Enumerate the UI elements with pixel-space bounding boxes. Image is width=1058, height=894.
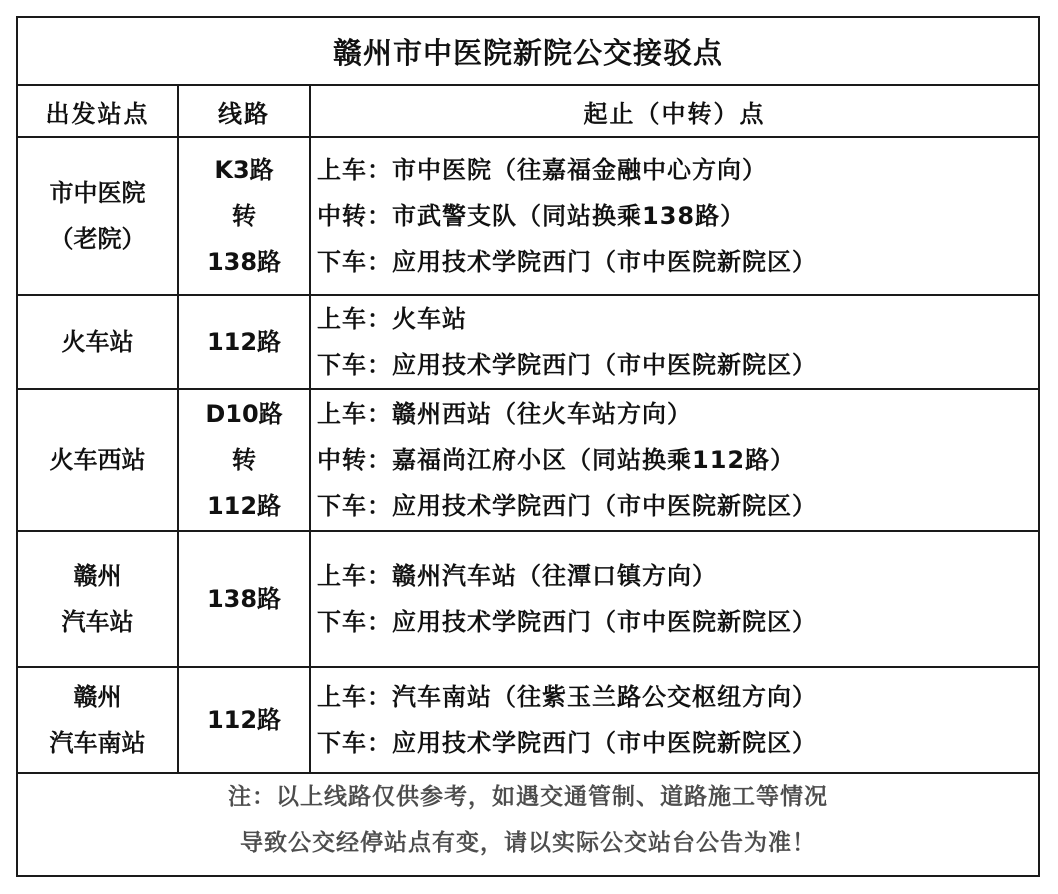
origin-cell bbox=[18, 531, 178, 667]
table-row bbox=[18, 667, 1038, 773]
table-row bbox=[18, 389, 1038, 531]
stop-text: 下车：应用技术学院西门（市中医院新院区） bbox=[317, 729, 817, 757]
line-text: 138路 bbox=[206, 585, 282, 613]
line-text: 转 bbox=[232, 202, 256, 230]
header-origin: 出发站点 bbox=[18, 85, 178, 137]
table-row bbox=[18, 295, 1038, 389]
line-text: K3路 bbox=[214, 156, 274, 184]
line-cell bbox=[178, 295, 310, 389]
stop-text: 下车：应用技术学院西门（市中医院新院区） bbox=[317, 248, 817, 276]
origin-cell bbox=[18, 137, 178, 295]
line-text: 112路 bbox=[206, 328, 282, 356]
line-text: 112路 bbox=[206, 706, 282, 734]
title-row bbox=[18, 18, 1038, 85]
origin-text: 汽车站 bbox=[61, 608, 134, 636]
origin-text: 赣州 bbox=[73, 562, 122, 590]
origin-text: 赣州 bbox=[73, 683, 122, 711]
header-row bbox=[18, 85, 1038, 137]
bus-connection-sheet bbox=[16, 16, 1040, 877]
stop-text: 下车：应用技术学院西门（市中医院新院区） bbox=[317, 492, 817, 520]
stop-text: 上车：赣州汽车站（往潭口镇方向） bbox=[317, 562, 717, 590]
line-text: 138路 bbox=[206, 248, 282, 276]
stops-cell bbox=[310, 531, 1038, 667]
origin-cell bbox=[18, 295, 178, 389]
table-title: 赣州市中医院新院公交接驳点 bbox=[18, 18, 1038, 85]
origin-cell bbox=[18, 389, 178, 531]
bus-route-table bbox=[18, 18, 1038, 866]
stop-text: 上车：赣州西站（往火车站方向） bbox=[317, 400, 692, 428]
origin-text: 火车站 bbox=[61, 328, 134, 356]
stop-text: 下车：应用技术学院西门（市中医院新院区） bbox=[317, 608, 817, 636]
note-row bbox=[18, 773, 1038, 866]
header-line: 线路 bbox=[178, 85, 310, 137]
line-cell bbox=[178, 137, 310, 295]
origin-text: （老院） bbox=[49, 225, 146, 253]
line-text: D10路 bbox=[205, 400, 283, 428]
stop-text: 下车：应用技术学院西门（市中医院新院区） bbox=[317, 351, 817, 379]
note-text: 导致公交经停站点有变，请以实际公交站台公告为准！ bbox=[240, 830, 816, 856]
stop-text: 上车：汽车南站（往紫玉兰路公交枢纽方向） bbox=[317, 683, 817, 711]
origin-text: 市中医院 bbox=[49, 179, 146, 207]
line-text: 112路 bbox=[206, 492, 282, 520]
table-row bbox=[18, 137, 1038, 295]
stops-cell bbox=[310, 389, 1038, 531]
stops-cell bbox=[310, 667, 1038, 773]
line-cell bbox=[178, 667, 310, 773]
note-cell bbox=[18, 773, 1038, 866]
origin-cell bbox=[18, 667, 178, 773]
line-cell bbox=[178, 389, 310, 531]
stops-cell bbox=[310, 137, 1038, 295]
line-cell bbox=[178, 531, 310, 667]
stop-text: 中转：嘉福尚江府小区（同站换乘112路） bbox=[317, 446, 796, 474]
origin-text: 火车西站 bbox=[49, 446, 146, 474]
stop-text: 上车：火车站 bbox=[317, 305, 467, 333]
stops-cell bbox=[310, 295, 1038, 389]
stop-text: 中转：市武警支队（同站换乘138路） bbox=[317, 202, 746, 230]
header-stops: 起止（中转）点 bbox=[310, 85, 1038, 137]
stop-text: 上车：市中医院（往嘉福金融中心方向） bbox=[317, 156, 767, 184]
origin-text: 汽车南站 bbox=[49, 729, 146, 757]
line-text: 转 bbox=[232, 446, 256, 474]
table-row bbox=[18, 531, 1038, 667]
note-text: 注：以上线路仅供参考，如遇交通管制、道路施工等情况 bbox=[228, 784, 828, 810]
